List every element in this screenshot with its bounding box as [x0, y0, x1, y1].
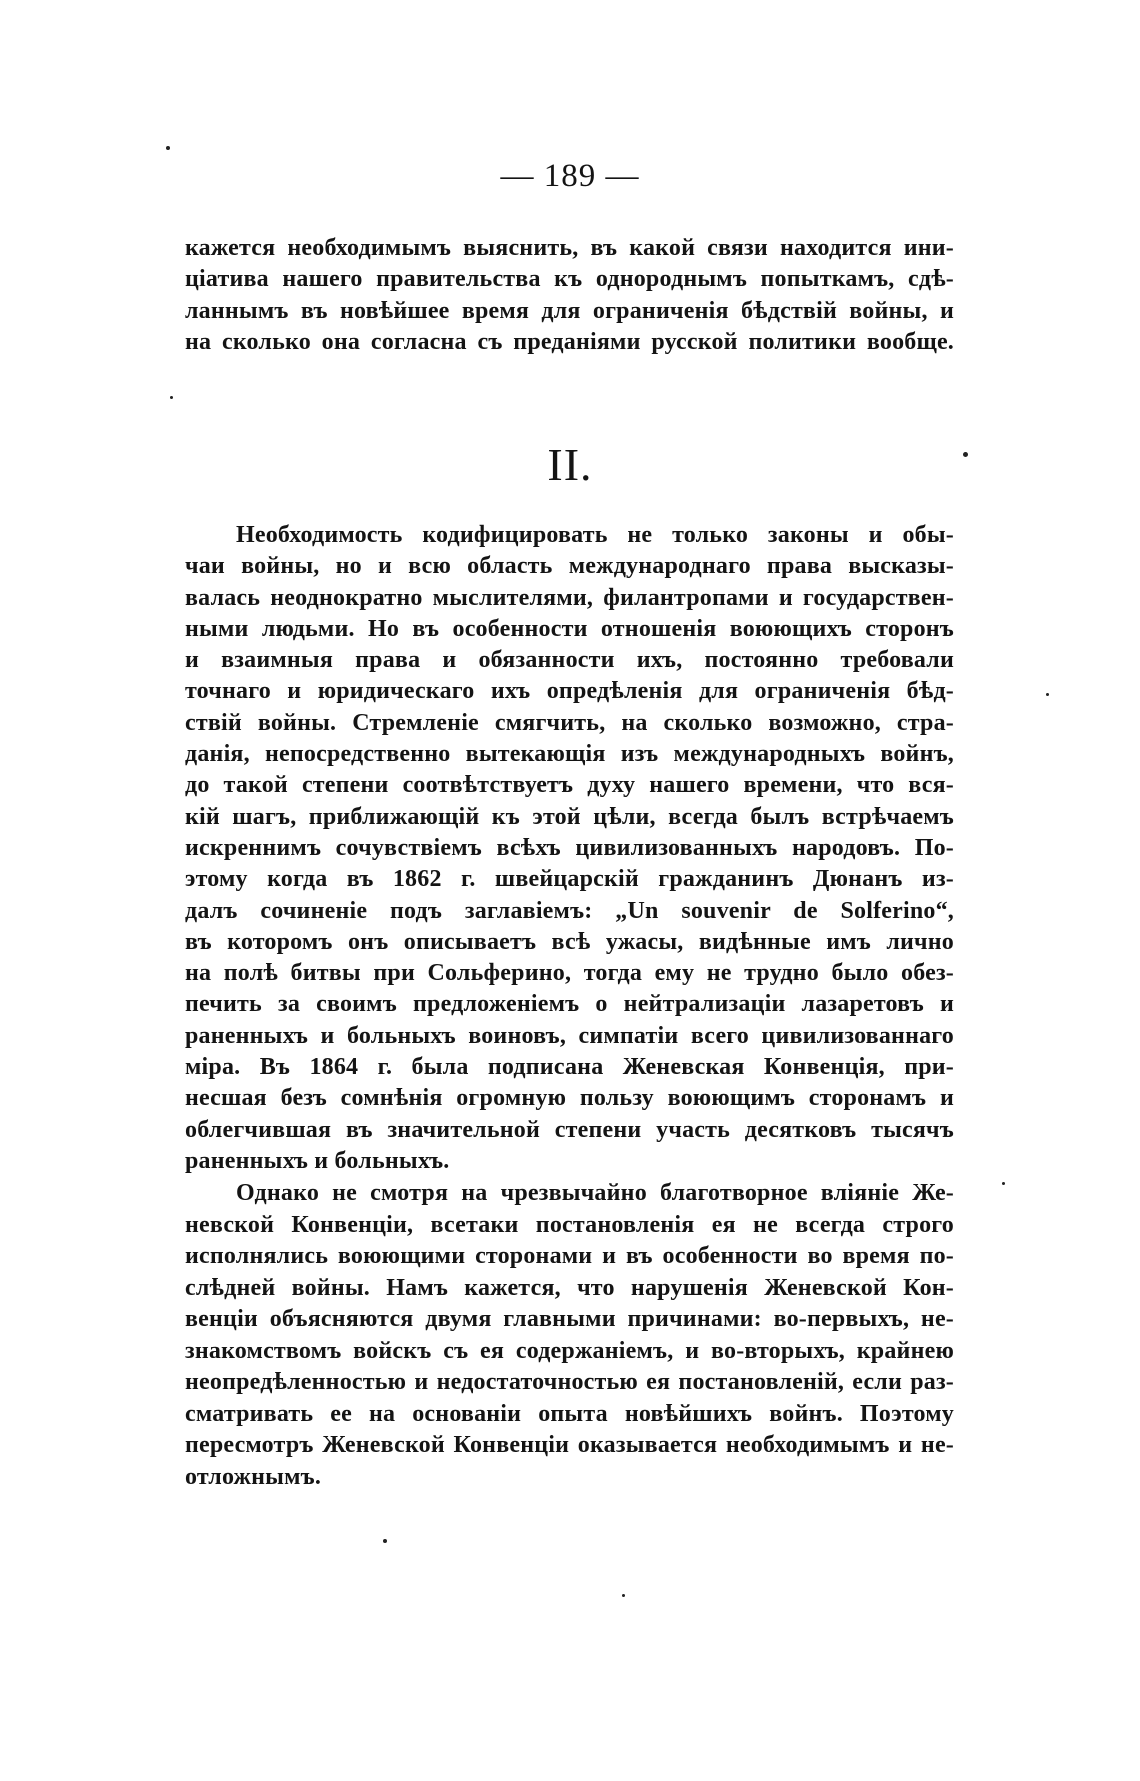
intro-paragraph	[185, 233, 954, 358]
paragraph-line: искреннимъ сочувствіемъ всѣхъ цивилизованныхъ народовъ. По-	[185, 834, 954, 861]
paragraph-line: точнаго и юридическаго ихъ опредѣленія для ограниченія бѣд-	[185, 678, 954, 705]
paragraph-line: невской Конвенціи, всетаки постановленія ея не всегда строго	[185, 1211, 954, 1238]
paragraph-line: пересмотръ Женевской Конвенціи оказывается необходимымъ и не-	[185, 1432, 954, 1458]
paragraph-line: Однако не смотря на чрезвычайно благотворное вліяніе Же-	[236, 1180, 954, 1206]
paragraph-line: несшая безъ сомнѣнія огромную пользу воюющимъ сторонамъ и	[185, 1085, 954, 1112]
scan-speck	[622, 1594, 625, 1597]
paragraph-1	[185, 520, 954, 1177]
paragraph-line: облегчившая въ значительной степени участь десятковъ тысячъ	[185, 1116, 954, 1143]
paragraph-line: ными людьми. Но въ особенности отношенія воюющихъ сторонъ	[185, 615, 954, 642]
intro-line: ціатива нашего правительства къ однороднымъ попыткамъ, сдѣ-	[185, 266, 954, 293]
paragraph-line: сматривать ее на основаніи опыта новѣйшихъ войнъ. Поэтому	[185, 1400, 954, 1427]
paragraph-line: міра. Въ 1864 г. была подписана Женевская Конвенція, при-	[185, 1054, 954, 1081]
scan-speck	[383, 1539, 387, 1543]
scan-speck	[1002, 1182, 1005, 1185]
paragraph-line: раненныхъ и больныхъ воиновъ, симпатіи всего цивилизованнаго	[185, 1022, 954, 1049]
scan-speck	[963, 452, 968, 457]
paragraph-line: отложнымъ.	[185, 1463, 322, 1490]
scan-speck	[170, 396, 173, 399]
paragraph-line: данія, непосредственно вытекающія изъ международныхъ войнъ,	[185, 741, 954, 768]
paragraph-line: чаи войны, но и всю область международнаго права высказы-	[185, 553, 954, 580]
section-heading: II.	[547, 439, 593, 490]
paragraph-2	[185, 1178, 954, 1493]
paragraph-line: и взаимныя права и обязанности ихъ, постоянно требовали	[185, 647, 954, 674]
intro-line: кажется необходимымъ выяснить, въ какой связи находится ини-	[185, 235, 954, 261]
paragraph-line: венціи объясняются двумя главными причинами: во-первыхъ, не-	[185, 1306, 954, 1332]
paragraph-line: знакомствомъ войскъ съ ея содержаніемъ, и во-вторыхъ, крайнею	[185, 1337, 954, 1364]
scan-speck	[1046, 693, 1049, 696]
paragraph-line: далъ сочиненіе подъ заглавіемъ: „Un souvenir de Solferino“,	[185, 897, 954, 924]
intro-line: ланнымъ въ новѣйшее время для ограниченія бѣдствій войны, и	[185, 297, 954, 324]
paragraph-line: на полѣ битвы при Сольферино, тогда ему не трудно было обез-	[185, 960, 954, 987]
paragraph-line: Необходимость кодифицировать не только законы и обы-	[236, 522, 954, 548]
paragraph-line: неопредѣленностью и недостаточностью ея постановленій, если раз-	[185, 1369, 954, 1395]
paragraph-line: валась неоднократно мыслителями, филантропами и государствен-	[185, 584, 954, 611]
scan-speck	[166, 146, 170, 150]
page-number: — 189 —	[500, 158, 640, 194]
paragraph-line: ствій войны. Стремленіе смягчить, на сколько возможно, стра-	[185, 709, 954, 736]
paragraph-line: исполнялись воюющими сторонами и въ особенности во время по-	[185, 1243, 954, 1269]
paragraph-line: кій шагъ, приближающій къ этой цѣли, всегда былъ встрѣчаемъ	[185, 803, 954, 830]
paragraph-line: раненныхъ и больныхъ.	[185, 1147, 450, 1174]
intro-line: на сколько она согласна съ преданіями русской политики вообще.	[185, 328, 954, 355]
paragraph-line: слѣдней войны. Намъ кажется, что нарушенія Женевской Кон-	[185, 1274, 954, 1301]
paragraph-line: этому когда въ 1862 г. швейцарскій гражданинъ Дюнанъ из-	[185, 866, 954, 893]
paragraph-line: печить за своимъ предложеніемъ о нейтрализаціи лазаретовъ и	[185, 991, 954, 1018]
paragraph-line: до такой степени соотвѣтствуетъ духу нашего времени, что вся-	[185, 772, 954, 799]
paragraph-line: въ которомъ онъ описываетъ всѣ ужасы, видѣнные имъ лично	[185, 928, 954, 955]
